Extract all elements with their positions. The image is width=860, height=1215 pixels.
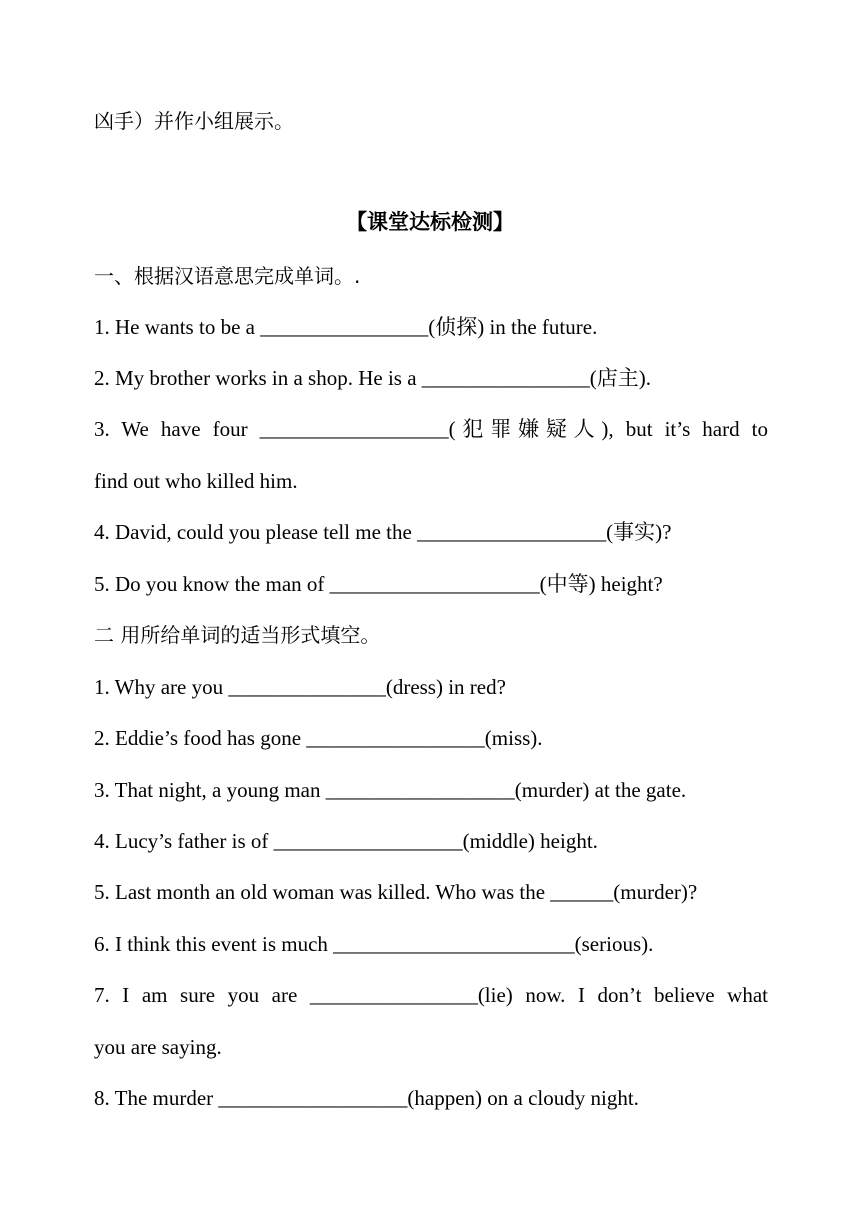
part2-item-1: 1. Why are you _______________(dress) in red? bbox=[94, 675, 506, 699]
part1-item-5: 5. Do you know the man of ____________________(中等) height? bbox=[94, 572, 663, 596]
part2-title: 二 用所给单词的适当形式填空。 bbox=[94, 623, 381, 647]
part2-item-6: 6. I think this event is much _______________________(serious). bbox=[94, 932, 654, 956]
part1-item-3-continuation: find out who killed him. bbox=[94, 469, 298, 493]
part1-item-3: 3. We have four __________________(犯罪嫌疑人), but it’s hard to bbox=[94, 417, 768, 441]
section-heading: 【课堂达标检测】 bbox=[346, 210, 514, 234]
intro-continuation: 凶手）并作小组展示。 bbox=[94, 109, 294, 133]
part1-item-4: 4. David, could you please tell me the __________________(事实)? bbox=[94, 520, 672, 544]
part1-title: 一、根据汉语意思完成单词。. bbox=[94, 264, 361, 288]
part2-item-4: 4. Lucy’s father is of __________________(middle) height. bbox=[94, 829, 598, 853]
part1-item-1: 1. He wants to be a ________________(侦探) in the future. bbox=[94, 315, 598, 339]
part2-item-5: 5. Last month an old woman was killed. Who was the ______(murder)? bbox=[94, 880, 698, 904]
part2-item-7-continuation: you are saying. bbox=[94, 1035, 222, 1059]
part2-item-8: 8. The murder __________________(happen) on a cloudy night. bbox=[94, 1086, 639, 1110]
part1-item-2: 2. My brother works in a shop. He is a ________________(店主). bbox=[94, 366, 652, 390]
part2-item-3: 3. That night, a young man __________________(murder) at the gate. bbox=[94, 778, 687, 802]
part2-item-2: 2. Eddie’s food has gone _________________(miss). bbox=[94, 726, 543, 750]
part2-item-7: 7. I am sure you are ________________(lie) now. I don’t believe what bbox=[94, 983, 768, 1007]
